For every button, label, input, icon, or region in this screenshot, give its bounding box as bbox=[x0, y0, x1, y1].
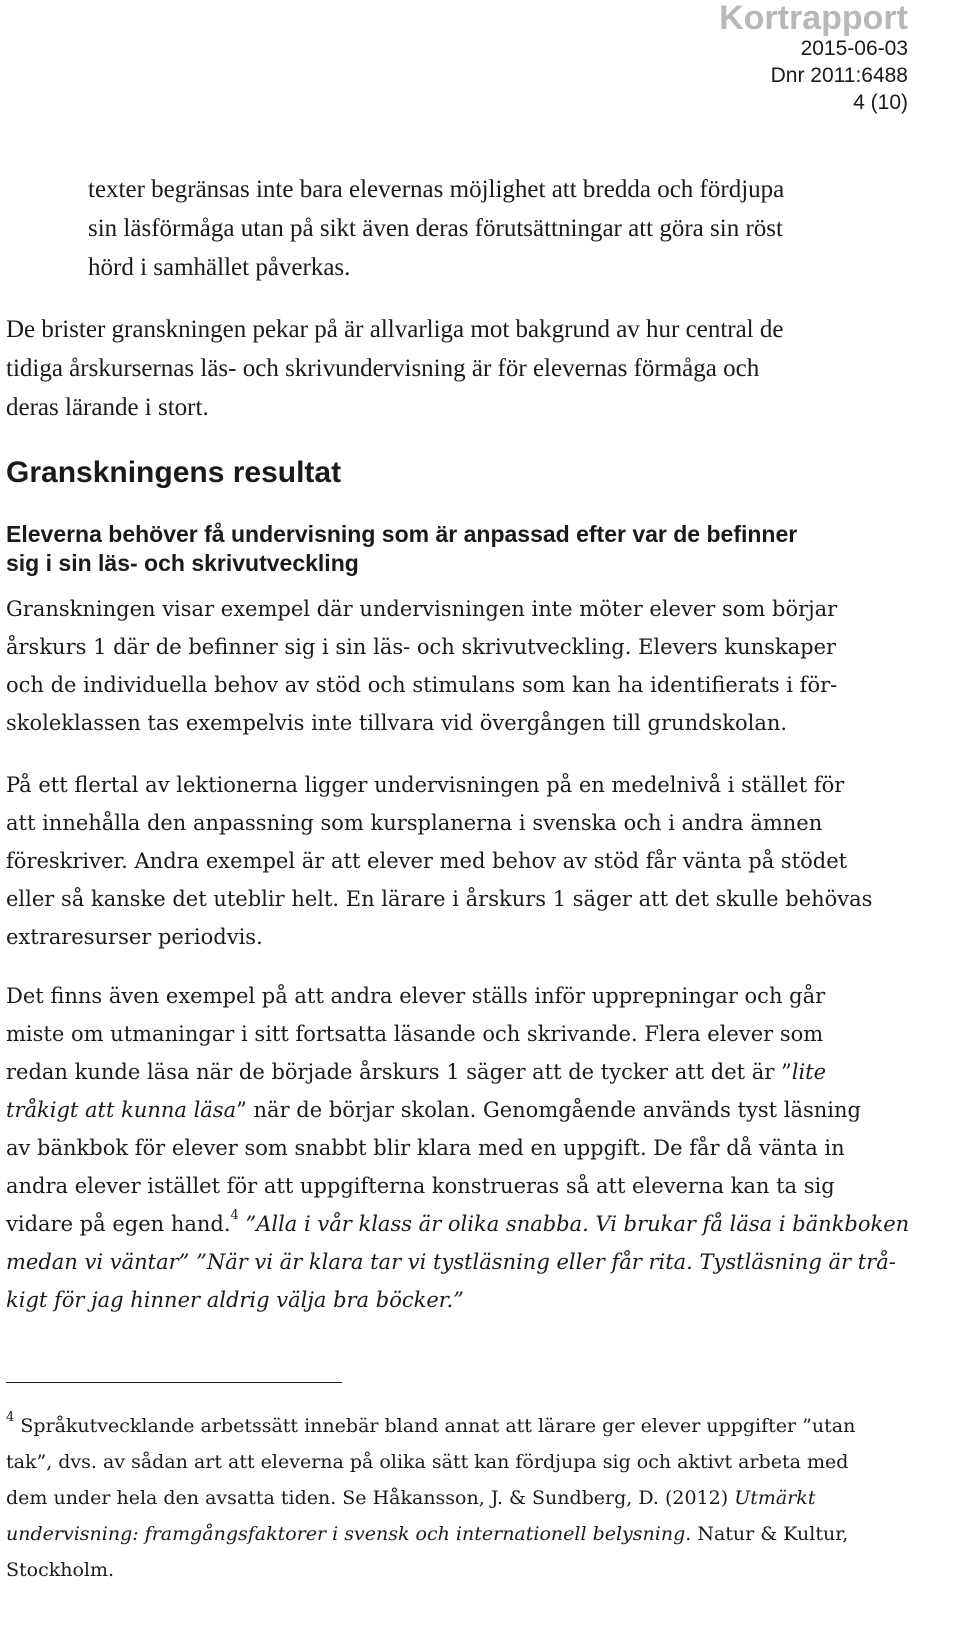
text-line bbox=[6, 1091, 941, 1129]
text-run: dem under hela den avsatta tiden. Se Håkansson, J. & Sundberg, D. (2012) bbox=[6, 1487, 735, 1509]
footnote-reference[interactable]: 4 bbox=[230, 1208, 239, 1223]
quote-text: kigt för jag hinner aldrig välja bra böcker.” bbox=[6, 1288, 464, 1312]
report-date: 2015-06-03 bbox=[800, 37, 908, 60]
quote-text: medan vi väntar” ”När vi är klara tar vi tystläsning eller får rita. Tystläsning är trå- bbox=[6, 1250, 896, 1274]
text-line bbox=[6, 1205, 941, 1243]
text-line: De brister granskningen pekar på är allvarliga mot bakgrund av hur central de bbox=[6, 316, 784, 343]
text-line: Eleverna behöver få undervisning som är anpassad efter var de befinner bbox=[6, 521, 798, 547]
text-line: miste om utmaningar i sitt fortsatta läsande och skrivande. Flera elever som bbox=[6, 1022, 824, 1046]
text-line: föreskriver. Andra exempel är att elever med behov av stöd får vänta på stödet bbox=[6, 849, 848, 873]
text-line bbox=[6, 1480, 941, 1516]
text-run: vidare på egen hand. bbox=[6, 1212, 231, 1236]
text-line: På ett flertal av lektionerna ligger undervisningen på en medelnivå i stället för bbox=[6, 773, 845, 797]
text-line: att innehålla den anpassning som kursplanerna i svenska och i andra ämnen bbox=[6, 811, 823, 835]
text-line: tak”, dvs. av sådan art att eleverna på olika sätt kan fördjupa sig och aktivt arbeta med bbox=[6, 1451, 849, 1473]
text-line: Granskningen visar exempel där undervisningen inte möter elever som börjar bbox=[6, 597, 838, 621]
text-line: deras lärande i stort. bbox=[6, 394, 209, 421]
body-paragraph-3 bbox=[6, 977, 941, 1319]
intro-paragraph-1 bbox=[88, 170, 928, 287]
text-line: hörd i samhället påverkas. bbox=[88, 254, 351, 281]
section-heading: Granskningens resultat bbox=[6, 456, 342, 489]
quote-text: tråkigt att kunna läsa bbox=[6, 1098, 237, 1122]
text-line: sin läsförmåga utan på sikt även deras förutsättningar att göra sin röst bbox=[88, 215, 783, 242]
text-run: ” när de börjar skolan. Genomgående används tyst läsning bbox=[236, 1098, 861, 1122]
page-number: 4 (10) bbox=[853, 91, 908, 114]
text-line: Det finns även exempel på att andra elever ställs inför upprepningar och går bbox=[6, 984, 826, 1008]
body-paragraph-2 bbox=[6, 766, 941, 956]
footnote-separator bbox=[6, 1382, 342, 1383]
footnote bbox=[6, 1408, 941, 1588]
section-subheading bbox=[6, 520, 941, 578]
intro-paragraph-2 bbox=[6, 310, 941, 427]
text-run: Språkutvecklande arbetssätt innebär bland annat att lärare ger elever uppgifter ”utan bbox=[14, 1415, 856, 1437]
footnote-number: 4 bbox=[6, 1409, 15, 1425]
text-line: skoleklassen tas exempelvis inte tillvara vid övergången till grundskolan. bbox=[6, 711, 788, 735]
text-line: extraresurser periodvis. bbox=[6, 925, 263, 949]
text-run: . Natur & Kultur, bbox=[685, 1523, 849, 1545]
quote-text: ”Alla i vår klass är olika snabba. Vi brukar få läsa i bänkboken bbox=[238, 1212, 910, 1236]
citation-title: undervisning: framgångsfaktorer i svensk och internationell belysning bbox=[6, 1523, 686, 1545]
text-line bbox=[6, 1053, 941, 1091]
citation-title: Utmärkt bbox=[734, 1487, 816, 1509]
text-line: och de individuella behov av stöd och stimulans som kan ha identifierats i för- bbox=[6, 673, 838, 697]
text-line: eller så kanske det uteblir helt. En lärare i årskurs 1 säger att det skulle behövas bbox=[6, 887, 873, 911]
text-line: texter begränsas inte bara elevernas möjlighet att bredda och fördjupa bbox=[88, 176, 785, 203]
quote-text: lite bbox=[791, 1060, 827, 1084]
text-run: redan kunde läsa när de började årskurs 1 säger att de tycker att det är ” bbox=[6, 1060, 792, 1084]
text-line: sig i sin läs- och skrivutveckling bbox=[6, 550, 359, 576]
text-line: tidiga årskursernas läs- och skrivundervisning är för elevernas förmåga och bbox=[6, 355, 760, 382]
report-type-title: Kortrapport bbox=[719, 0, 908, 37]
text-line: Stockholm. bbox=[6, 1559, 115, 1581]
text-line: av bänkbok för elever som snabbt blir klara med en uppgift. De får då vänta in bbox=[6, 1136, 845, 1160]
text-line: årskurs 1 där de befinner sig i sin läs- och skrivutveckling. Elevers kunskaper bbox=[6, 635, 837, 659]
text-line bbox=[6, 1243, 941, 1281]
text-line: andra elever istället för att uppgifterna konstrueras så att eleverna kan ta sig bbox=[6, 1174, 835, 1198]
text-line bbox=[6, 1408, 941, 1444]
text-line bbox=[6, 1516, 941, 1552]
text-line bbox=[6, 1281, 941, 1319]
body-paragraph-1 bbox=[6, 590, 941, 742]
diary-number: Dnr 2011:6488 bbox=[770, 64, 908, 87]
